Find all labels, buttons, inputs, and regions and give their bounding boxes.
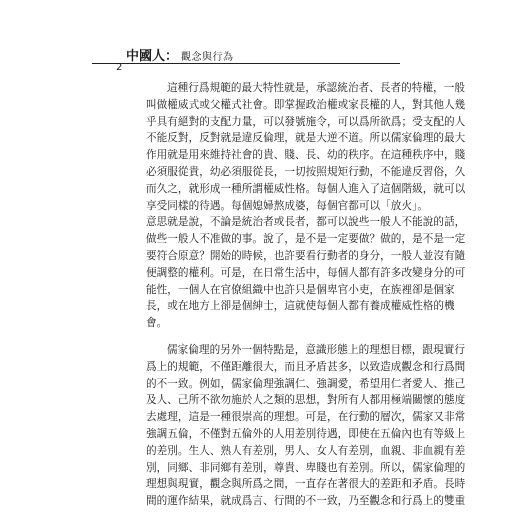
text-line: 理想與現實，觀念與所爲之間，一直存在著很大的差距和矛盾。長時 [146,478,466,491]
text-line: 意思就是說，不論是統治者或長者，都可以說些一般人不能說的話， [146,216,466,229]
text-line: 便調整的權利。可是，在日常生活中，每個人都有許多改變身分的可 [146,266,466,279]
paragraph [146,80,466,332]
header-rule [92,63,400,64]
text-line: 爲上的規範，不僅距離很大，而且矛盾甚多，以致造成觀念和行爲間 [146,360,466,373]
book-title: 中國人： [126,49,179,64]
text-line: 長，或在地方上卻是個紳士，這就使每個人都有養成權威性格的機 [146,300,455,313]
text-line: 間的運作結果，就成爲言、行間的不一致，乃至觀念和行爲上的雙重 [146,495,466,508]
text-line: 做些一般人不准做的事。說了，是不是一定要做？做的，是不是一定 [146,233,466,246]
body-text [146,80,466,513]
text-line: 享受同樣的待遇。每個媳婦熬成婆，每個官都可以「放火」。 [146,199,429,212]
text-line: 別，同鄉、非同鄉有差別，尊貴、卑賤也有差別。所以，儒家倫理的 [146,461,466,474]
text-line: 的差別。生人、熟人有差別，男人、女人有差別，血親、非血親有差 [146,444,466,457]
text-line: 能性，一個人在官僚組織中也許只是個卑官小吏，在族裡卻是個家 [146,283,455,296]
running-header [126,45,234,63]
text-line: 叫做權威式或父權式社會。即掌握政治權或家長權的人，對其他人幾 [146,98,466,111]
text-line: 的不一致。例如，儒家倫理強調仁、強調愛，希望用仁者愛人、推己 [146,377,466,390]
text-line: 會。 [146,317,168,330]
text-line: 必須服從貴，幼必須服從長，一切按照規矩行動，不能違反習俗，久 [146,165,466,178]
text-line: 乎具有絕對的支配力量，可以發號施令，可以爲所欲爲；受支配的人 [146,115,466,128]
text-line: 儒家倫理的另外一個特點是，意識形態上的理想目標，跟現實行 [167,343,466,356]
paragraph [146,342,466,510]
book-subtitle: 觀念與行為 [181,52,234,63]
text-line: 而久之，就形成一種所謂權威性格。每個人進入了這個階級，就可以 [146,182,466,195]
text-line: 作用就是用來維持社會的貴、賤、長、幼的秩序。在這種秩序中，賤 [146,149,466,162]
text-line: 去處理，這是一種很崇高的理想。可是，在行動的層次，儒家又非常 [146,411,466,424]
text-line: 強調五倫，不僅對五倫外的人用差別待遇，即使在五倫內也有等級上 [146,427,466,440]
text-line: 不能反對，反對就是違反倫理，就是大逆不道。所以儒家倫理的最大 [146,132,466,145]
text-line: 這種行爲規範的最大特性就是，承認統治者、長者的特權，一般 [167,82,466,94]
text-line: 要符合原意？開始的時候，也許要看行動者的身分，一般人並沒有隨 [146,249,466,262]
page-number: 2 [116,62,123,73]
text-line: 及人、己所不欲勿施於人之類的思想，對所有人都用極端關懷的態度 [146,394,466,407]
